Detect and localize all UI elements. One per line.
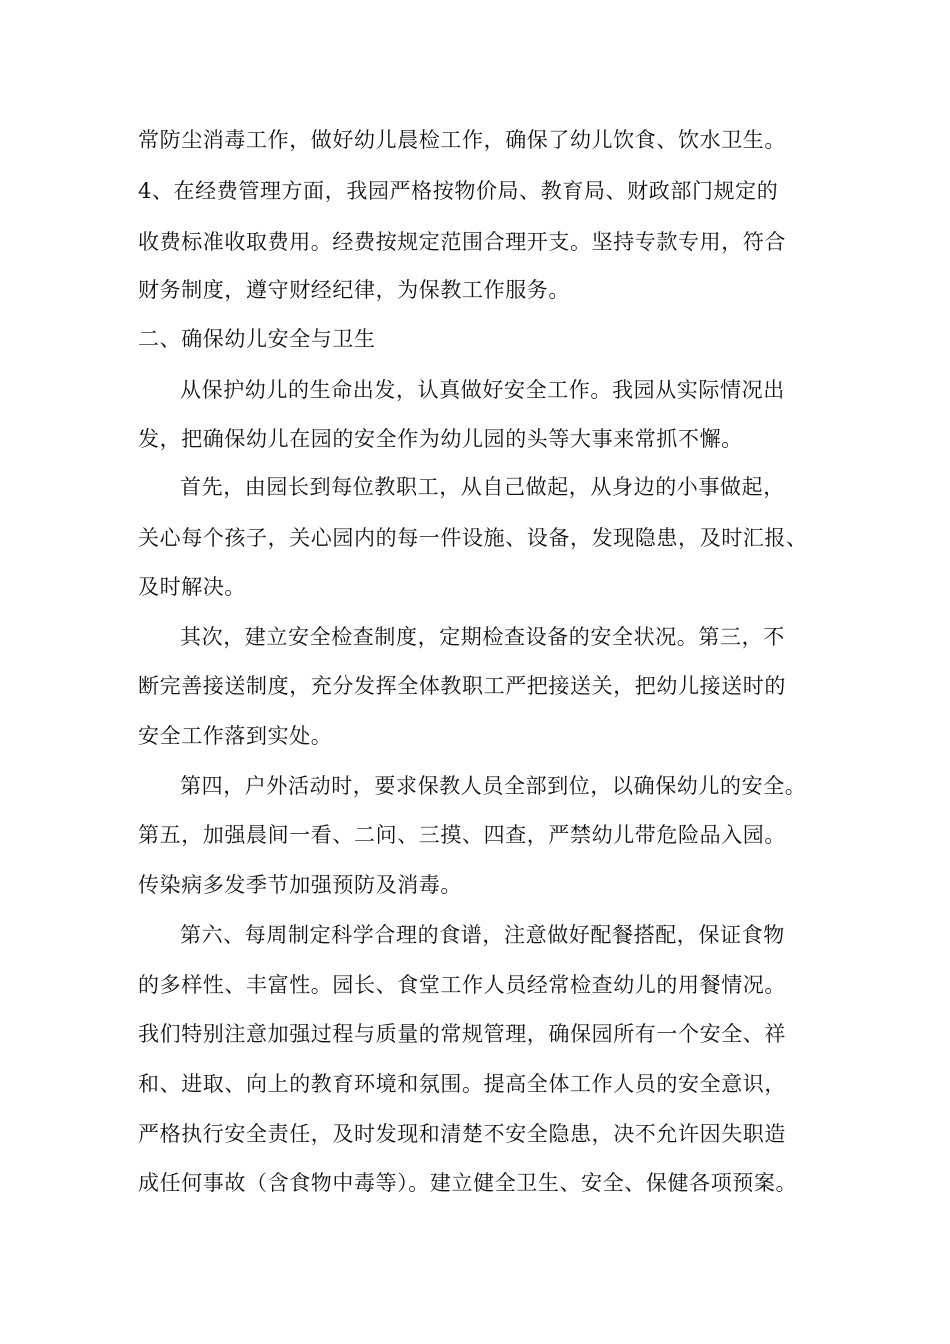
- text-line: 首先，由园长到每位教职工，从自己做起，从身边的小事做起，: [180, 475, 785, 499]
- text-line: 成任何事故（含食物中毒等）。建立健全卫生、安全、保健各项预案。: [138, 1171, 798, 1195]
- text-line: 常防尘消毒工作，做好幼儿晨检工作，确保了幼儿饮食、饮水卫生。: [138, 128, 786, 152]
- text-line: 和、进取、向上的教育环境和氛围。提高全体工作人员的安全意识，: [138, 1072, 786, 1096]
- text-line: 关心每个孩子，关心园内的每一件设施、设备，发现隐患，及时汇报、: [138, 526, 808, 550]
- text-line: 及时解决。: [138, 575, 246, 599]
- text-line: 断完善接送制度，充分发挥全体教职工严把接送关，把幼儿接送时的: [138, 674, 786, 698]
- text-line: 第四，户外活动时，要求保教人员全部到位，以确保幼儿的安全。: [180, 774, 807, 798]
- text-line: 的多样性、丰富性。园长、食堂工作人员经常检查幼儿的用餐情况。: [138, 973, 786, 997]
- text-line: 4、在经费管理方面，我园严格按物价局、教育局、财政部门规定的: [138, 179, 779, 203]
- section-heading: 二、确保幼儿安全与卫生: [138, 327, 376, 351]
- text-line: 财务制度，遵守财经纪律，为保教工作服务。: [138, 278, 570, 302]
- text-line: 收费标准收取费用。经费按规定范围合理开支。坚持专款专用，符合: [138, 230, 786, 254]
- text-line: 发，把确保幼儿在园的安全作为幼儿园的头等大事来常抓不懈。: [138, 427, 743, 451]
- text-line: 传染病多发季节加强预防及消毒。: [138, 873, 462, 897]
- text-line: 第五，加强晨间一看、二问、三摸、四查，严禁幼儿带危险品入园。: [138, 823, 786, 847]
- text-line: 其次，建立安全检查制度，定期检查设备的安全状况。第三，不: [180, 625, 785, 649]
- text-line: 我们特别注意加强过程与质量的常规管理，确保园所有一个安全、祥: [138, 1022, 786, 1046]
- text-line: 第六、每周制定科学合理的食谱，注意做好配餐搭配，保证食物: [180, 923, 785, 947]
- text-line: 从保护幼儿的生命出发，认真做好安全工作。我园从实际情况出: [180, 378, 785, 402]
- text-line: 严格执行安全责任，及时发现和清楚不安全隐患，决不允许因失职造: [138, 1122, 786, 1146]
- text-line: 安全工作落到实处。: [138, 724, 333, 748]
